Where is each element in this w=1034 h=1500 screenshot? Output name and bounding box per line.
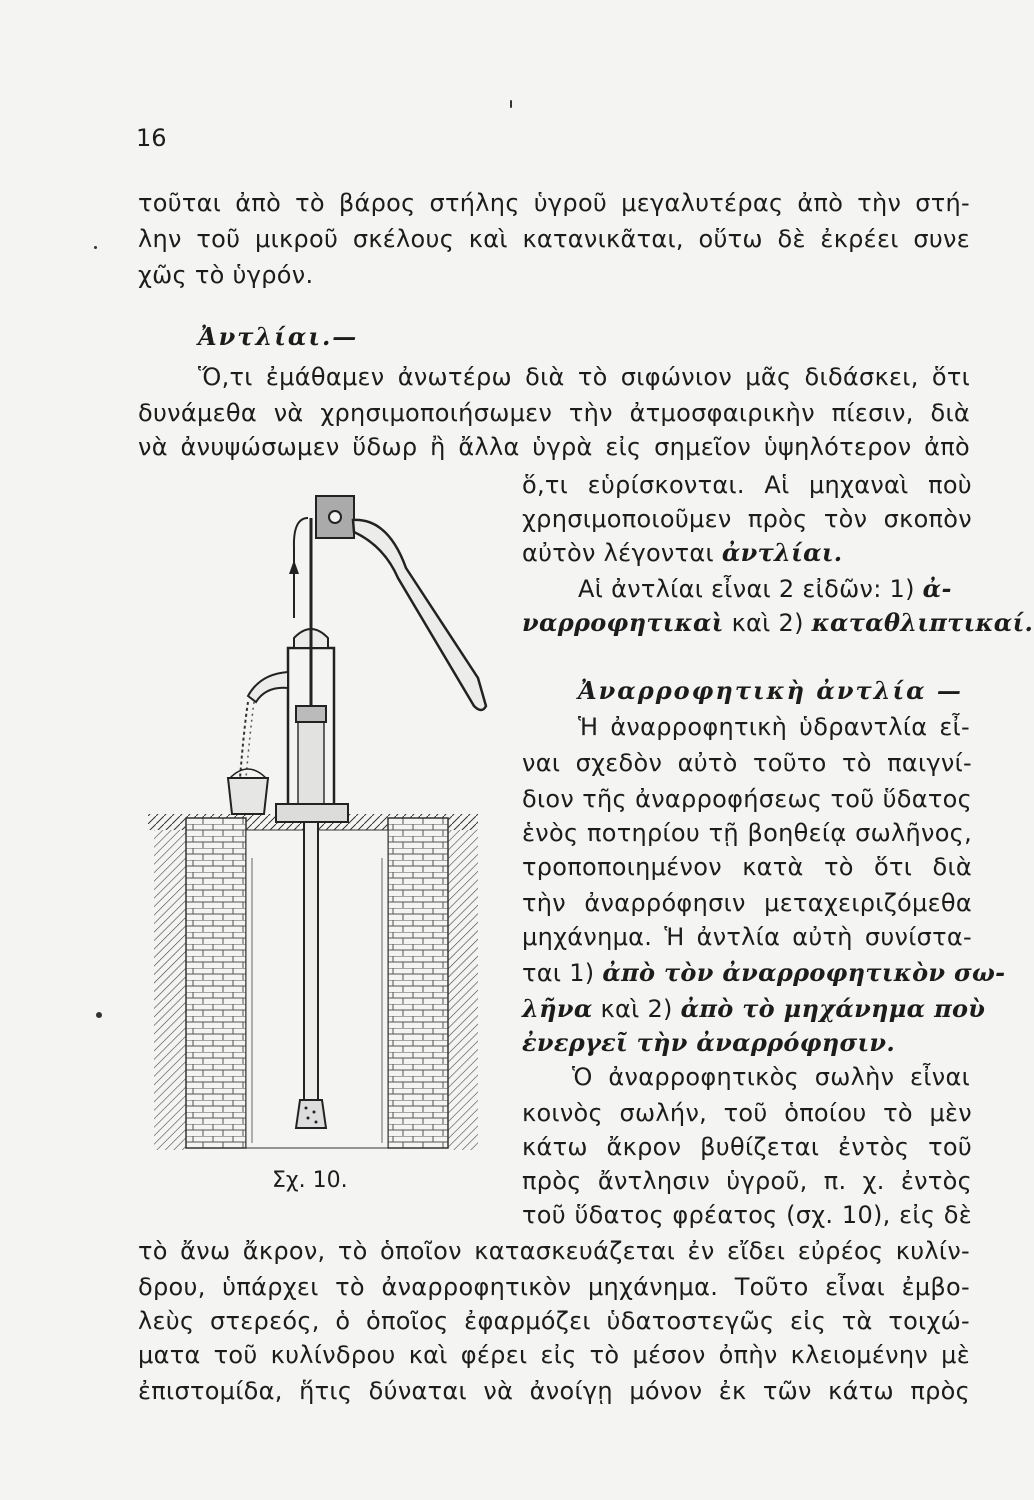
- section2-line-3: διον τῆς ἀναρροφήσεως τοῦ ὕδατος: [522, 785, 972, 813]
- water-stream: [240, 702, 248, 778]
- strainer: [296, 1100, 326, 1128]
- stray-mark: [510, 100, 512, 108]
- paragraph1-line-1: τοῦται ἀπὸ τὸ βάρος στήλης ὑγροῦ μεγαλυτέρας ἀπὸ τὴν στή-: [138, 189, 970, 217]
- section1-line-1: Ὅ,τι ἐμάθαμεν ἀνωτέρω διὰ τὸ σιφώνιον μᾶς διδάσκει, ὅτι: [198, 363, 970, 391]
- pump-handle: [353, 520, 486, 710]
- continuation-line-2: δρου, ὑπάρχει τὸ ἀναρροφητικὸν μηχάνημα. Τοῦτο εἶναι ἐμβο-: [138, 1273, 970, 1301]
- section2-line-6: τὴν ἀναρρόφησιν μεταχειριζόμεθα: [522, 889, 972, 917]
- section1-side-line-2: χρησιμοποιοῦμεν πρὸς τὸν σκοπὸν: [522, 505, 972, 533]
- paragraph1-line-3: χῶς τὸ ὑγρόν.: [138, 261, 314, 289]
- section2-para2-line-1: Ὁ ἀναρροφητικὸς σωλὴν εἶναι: [572, 1063, 970, 1091]
- section2-line-2: ναι σχεδὸν αὐτὸ τοῦτο τὸ παιγνί-: [522, 749, 972, 777]
- pump-base: [276, 804, 348, 822]
- well-wall-right: [388, 818, 448, 1148]
- section2-para2-line-2: κοινὸς σωλήν, τοῦ ὁποίου τὸ μὲν: [522, 1099, 972, 1127]
- section2-line-7: μηχάνημα. Ἡ ἀντλία αὐτὴ συνίστα-: [522, 923, 972, 951]
- stray-mark: [94, 246, 97, 249]
- section1-side-line-1: ὅ,τι εὑρίσκονται. Αἱ μηχαναὶ ποὺ: [522, 471, 972, 499]
- earth-left: [154, 830, 186, 1150]
- figure-caption: Σχ. 10.: [272, 1168, 348, 1193]
- section2-line-10: ἐνεργεῖ τὴν ἀναρρόφησιν.: [522, 1028, 896, 1057]
- section1-line-3: νὰ ἀνυψώσωμεν ὕδωρ ἢ ἄλλα ὑγρὰ εἰς σημεῖον ὑψηλότερον ἀπὸ: [138, 433, 970, 461]
- section2-para2-line-3: κάτω ἄκρον βυθίζεται ἐντὸς τοῦ: [522, 1133, 972, 1161]
- stray-mark: [96, 1012, 102, 1018]
- continuation-line-5: ἐπιστομίδα, ἥτις δύναται νὰ ἀνοίγῃ μόνον ἐκ τῶν κάτω πρὸς: [138, 1377, 970, 1405]
- piston: [296, 706, 326, 722]
- section2-line-5: τροποποιημένον κατὰ τὸ ὅτι διὰ: [522, 853, 972, 881]
- section1-line-2: δυνάμεθα νὰ χρησιμοποιήσωμεν τὴν ἀτμοσφαιρικὴν πίεσιν, διὰ: [138, 399, 970, 427]
- paragraph1-line-2: λην τοῦ μικροῦ σκέλους καὶ κατανικᾶται, οὕτω δὲ ἐκρέει συνε: [138, 225, 970, 253]
- section2-para2-line-4: πρὸς ἄντλησιν ὑγροῦ, π. χ. ἐντὸς: [522, 1167, 972, 1195]
- earth-right: [448, 830, 478, 1150]
- section1-side-line-4: Αἱ ἀντλίαι εἶναι 2 εἰδῶν: 1) ἀ-: [578, 574, 952, 603]
- section1-side-line-5: ναρροφητικαὶ καὶ 2) καταθλιπτικαί.: [522, 608, 1034, 637]
- continuation-line-3: λεὺς στερεός, ὁ ὁποῖος ἐφαρμόζει ὑδατοστεγῶς εἰς τὰ τοιχώ-: [138, 1307, 970, 1335]
- spout: [248, 672, 288, 702]
- section-heading-antliai: Ἀντλίαι.—: [198, 322, 359, 351]
- section-heading-anarrofitiki: Ἀναρροφητικὴ ἀντλία —: [578, 676, 963, 705]
- section1-side-line-3: αὐτὸν λέγονται ἀντλίαι.: [522, 538, 843, 567]
- section2-para2-line-5: τοῦ ὕδατος φρέατος (σχ. 10), εἰς δὲ: [522, 1201, 972, 1229]
- section2-line-9: λῆνα καὶ 2) ἀπὸ τὸ μηχάνημα ποὺ: [522, 994, 986, 1023]
- pump-illustration: [148, 488, 508, 1158]
- term-antliai: ἀντλίαι.: [721, 538, 843, 567]
- suction-pipe: [304, 818, 318, 1100]
- section2-line-4: ἑνὸς ποτηρίου τῇ βοηθείᾳ σωλῆνος,: [522, 819, 972, 847]
- continuation-line-1: τὸ ἄνω ἄκρον, τὸ ὁποῖον κατασκευάζεται ἐν εἴδει εὐρέος κυλίν-: [138, 1237, 970, 1265]
- continuation-line-4: ματα τοῦ κυλίνδρου καὶ φέρει εἰς τὸ μέσον ὀπὴν κλειομένην μὲ: [138, 1341, 970, 1369]
- section2-line-8: ται 1) ἀπὸ τὸν ἀναρροφητικὸν σω-: [522, 958, 1006, 987]
- bucket: [228, 778, 268, 814]
- page-number: 16: [136, 124, 167, 152]
- well-wall-left: [186, 818, 246, 1148]
- section2-line-1: Ἡ ἀναρροφητικὴ ὑδραντλία εἶ-: [578, 713, 970, 741]
